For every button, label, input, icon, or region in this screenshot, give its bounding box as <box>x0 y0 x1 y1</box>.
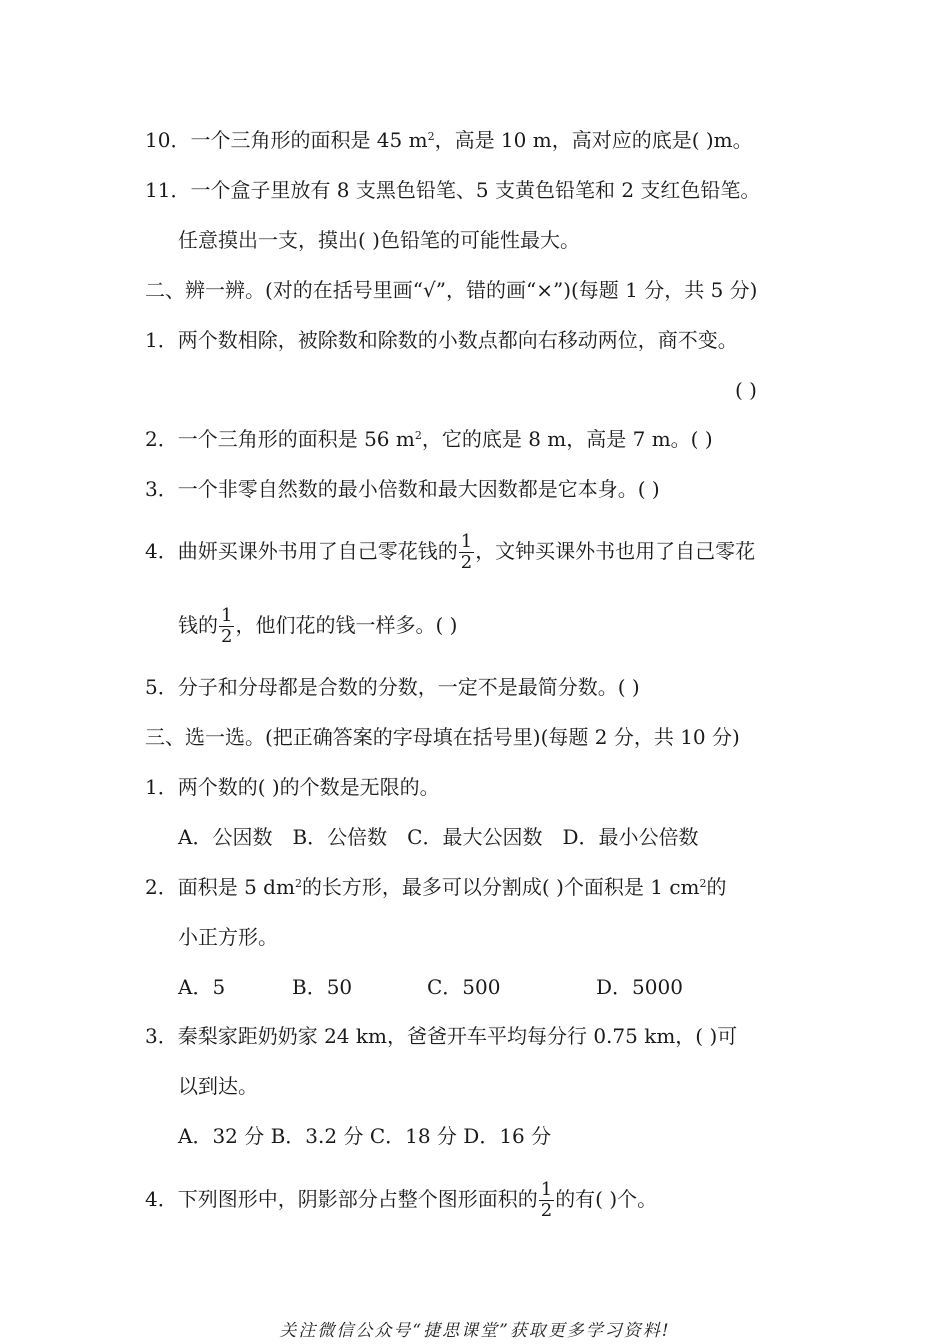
s3-question-3-options: A．32 分 B．3.2 分 C．18 分 D．16 分 <box>178 1124 552 1148</box>
question-11-line2: 任意摸出一支，摸出( )色铅笔的可能性最大。 <box>178 228 580 252</box>
s2-question-4-line2: 钱的 $\frac{1}{2}$ ，他们花的钱一样多。( ) <box>178 605 458 647</box>
footer-promo: 关注微信公众号“捷思课堂”获取更多学习资料! <box>279 1321 671 1341</box>
section-2-heading: 二、辨一辨。(对的在括号里画“√”，错的画“×”)(每题 1 分，共 5 分) <box>145 278 758 302</box>
s3-question-1-options: A．公因数 B．公倍数 C．最大公因数 D．最小公倍数 <box>178 825 699 849</box>
s2-question-3: 3．一个非零自然数的最小倍数和最大因数都是它本身。( ) <box>145 477 660 501</box>
s2-question-4-line1: 4．曲妍买课外书用了自己零花钱的 $\frac{1}{2}$ ，文钟买课外书也用了自己零花 <box>145 531 756 573</box>
s3-question-3-line2: 以到达。 <box>178 1074 258 1098</box>
s3-question-1: 1．两个数的( )的个数是无限的。 <box>145 775 440 799</box>
s3-question-2-line2: 小正方形。 <box>178 925 278 949</box>
question-11-line1: 11．一个盒子里放有 8 支黑色铅笔、5 支黄色铅笔和 2 支红色铅笔。 <box>145 178 761 202</box>
s2-question-2: 2．一个三角形的面积是 56 $m^2$，它的底是 8 m，高是 7 m。( ) <box>145 427 713 451</box>
fraction-one-half: $\frac{1}{2}$ <box>460 531 473 573</box>
s3-question-3-line1: 3．秦梨家距奶奶家 24 km，爸爸开车平均每分行 0.75 km，( )可 <box>145 1024 738 1048</box>
s2-question-1: 1．两个数相除，被除数和除数的小数点都向右移动两位，商不变。 <box>145 328 738 352</box>
s3-question-2-line1: 2．面积是 5 $dm^2$的长方形，最多可以分割成( )个面积是 1 $cm^2$的 <box>145 875 727 899</box>
s2-question-1-answer-bracket: ( ) <box>735 378 757 402</box>
s3-question-4: 4．下列图形中，阴影部分占整个图形面积的 $\frac{1}{2}$ 的有( )个。 <box>145 1179 658 1221</box>
s3-question-2-option-b: B．50 <box>292 975 353 999</box>
s2-question-5: 5．分子和分母都是合数的分数，一定不是最简分数。( ) <box>145 675 640 699</box>
fraction-one-half: $\frac{1}{2}$ <box>221 605 233 647</box>
s3-question-2-option-c: C．500 <box>427 975 501 999</box>
s3-question-2-option-a: A．5 <box>178 975 226 999</box>
s3-question-2-option-d: D．5000 <box>596 975 683 999</box>
fraction-one-half: $\frac{1}{2}$ <box>540 1179 553 1221</box>
question-10: 10．一个三角形的面积是 45 $m^2$，高是 10 m，高对应的底是( )m。 <box>145 128 753 152</box>
section-3-heading: 三、选一选。(把正确答案的字母填在括号里)(每题 2 分，共 10 分) <box>145 725 740 749</box>
